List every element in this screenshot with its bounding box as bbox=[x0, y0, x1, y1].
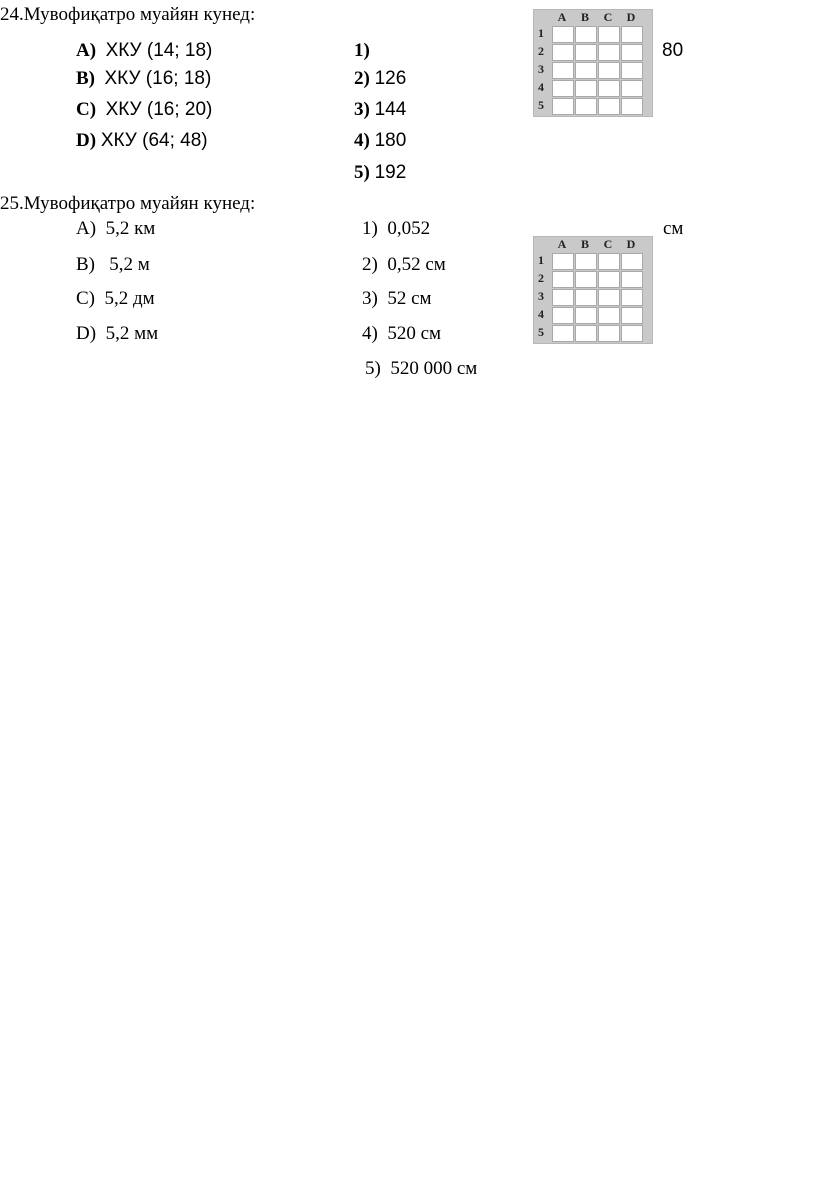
q24-option-a-text: ХКУ (14; 18) bbox=[105, 40, 213, 61]
q24-option-b-text: ХКУ (16; 18) bbox=[104, 68, 212, 89]
grid-col-c: C bbox=[603, 237, 613, 251]
grid-cell[interactable] bbox=[598, 307, 620, 324]
q24-answer-1 bbox=[354, 40, 370, 62]
q25-option-d-letter: D) bbox=[76, 323, 97, 344]
grid-cell[interactable] bbox=[552, 325, 574, 342]
q24-answer-2-num: 2) bbox=[354, 68, 370, 89]
grid-cell[interactable] bbox=[621, 253, 643, 270]
grid-cell[interactable] bbox=[575, 307, 597, 324]
q24-answer-3-text: 144 bbox=[374, 99, 407, 120]
q24-answer-2-text: 126 bbox=[374, 68, 407, 89]
q24-answer-4-text: 180 bbox=[374, 130, 407, 151]
grid-cell[interactable] bbox=[598, 271, 620, 288]
q24-answer-4 bbox=[354, 130, 406, 152]
grid-col-b: B bbox=[580, 237, 589, 251]
grid-row-2: 2 bbox=[538, 44, 544, 58]
grid-cell[interactable] bbox=[621, 80, 643, 97]
q25-answer-3 bbox=[362, 288, 432, 310]
grid-cell[interactable] bbox=[621, 271, 643, 288]
q25-answer-2 bbox=[362, 254, 446, 276]
grid-row-5: 5 bbox=[538, 98, 544, 112]
grid-cell[interactable] bbox=[598, 325, 620, 342]
grid-col-b: B bbox=[580, 10, 589, 24]
q25-option-a-text: 5,2 км bbox=[105, 218, 156, 239]
grid-cell[interactable] bbox=[621, 307, 643, 324]
q25-option-a bbox=[76, 218, 155, 240]
q25-answer-4 bbox=[362, 323, 441, 345]
grid-cell[interactable] bbox=[552, 289, 574, 306]
q24-answer-4-num: 4) bbox=[354, 130, 370, 151]
grid-row-5: 5 bbox=[538, 325, 544, 339]
q24-extra-value: 80 bbox=[662, 40, 684, 61]
grid-col-d: D bbox=[626, 10, 636, 24]
q24-answer-3 bbox=[354, 99, 406, 121]
q24-answer-5-num: 5) bbox=[354, 162, 370, 183]
grid-row-3: 3 bbox=[538, 62, 544, 76]
q25-answer-grid bbox=[533, 236, 653, 344]
q24-answer-5 bbox=[354, 162, 406, 184]
grid-cell[interactable] bbox=[598, 98, 620, 115]
grid-row-1: 1 bbox=[538, 26, 544, 40]
grid-cell[interactable] bbox=[575, 26, 597, 43]
grid-cell[interactable] bbox=[621, 98, 643, 115]
grid-cell[interactable] bbox=[552, 26, 574, 43]
grid-row-2: 2 bbox=[538, 271, 544, 285]
q25-answer-2-num: 2) bbox=[362, 254, 378, 275]
q25-option-d bbox=[76, 323, 158, 345]
q25-answer-1 bbox=[362, 218, 430, 240]
q24-answer-1-num: 1) bbox=[354, 40, 370, 61]
q24-option-b bbox=[76, 68, 211, 90]
grid-row-4: 4 bbox=[538, 80, 544, 94]
grid-col-a: A bbox=[557, 237, 567, 251]
q25-answer-1-text: 0,052 bbox=[387, 218, 431, 239]
q25-answer-5-num: 5) bbox=[365, 358, 381, 379]
q24-option-d-letter: D) bbox=[76, 130, 97, 151]
grid-row-3: 3 bbox=[538, 289, 544, 303]
grid-cell[interactable] bbox=[552, 253, 574, 270]
grid-col-a: A bbox=[557, 10, 567, 24]
q24-answer-3-num: 3) bbox=[354, 99, 370, 120]
grid-cell[interactable] bbox=[598, 289, 620, 306]
grid-cell[interactable] bbox=[575, 62, 597, 79]
grid-cell[interactable] bbox=[621, 289, 643, 306]
q24-answer-grid bbox=[533, 9, 653, 117]
q25-option-c-text: 5,2 дм bbox=[104, 288, 155, 309]
grid-cell[interactable] bbox=[621, 325, 643, 342]
q25-answer-2-text: 0,52 см bbox=[387, 254, 446, 275]
grid-cell[interactable] bbox=[621, 44, 643, 61]
grid-cell[interactable] bbox=[598, 80, 620, 97]
q24-option-c bbox=[76, 99, 212, 121]
q25-option-b bbox=[76, 254, 150, 276]
grid-row-4: 4 bbox=[538, 307, 544, 321]
q25-option-d-text: 5,2 мм bbox=[105, 323, 159, 344]
grid-cell[interactable] bbox=[552, 307, 574, 324]
q24-answer-2 bbox=[354, 68, 406, 90]
grid-cell[interactable] bbox=[552, 80, 574, 97]
grid-cell[interactable] bbox=[575, 44, 597, 61]
q25-extra-unit: см bbox=[663, 218, 684, 239]
grid-cell[interactable] bbox=[598, 26, 620, 43]
q24-option-a-letter: A) bbox=[76, 40, 97, 61]
grid-col-c: C bbox=[603, 10, 613, 24]
grid-cell[interactable] bbox=[575, 98, 597, 115]
grid-cell[interactable] bbox=[552, 44, 574, 61]
grid-col-d: D bbox=[626, 237, 636, 251]
q24-answer-5-text: 192 bbox=[374, 162, 407, 183]
grid-cell[interactable] bbox=[552, 62, 574, 79]
q25-option-a-letter: A) bbox=[76, 218, 97, 239]
q24-option-b-letter: B) bbox=[76, 68, 95, 89]
q24-option-d-text: ХКУ (64; 48) bbox=[100, 130, 208, 151]
q24-title: 24.Мувофиқатро муайян кунед: bbox=[0, 4, 256, 25]
grid-cell[interactable] bbox=[552, 98, 574, 115]
q25-option-b-letter: B) bbox=[76, 254, 95, 275]
grid-cell[interactable] bbox=[598, 44, 620, 61]
q25-title: 25.Мувофиқатро муайян кунед: bbox=[0, 193, 256, 214]
q25-option-b-text: 5,2 м bbox=[109, 254, 150, 275]
q25-option-c-letter: C) bbox=[76, 288, 95, 309]
q24-option-c-text: ХКУ (16; 20) bbox=[105, 99, 213, 120]
grid-cell[interactable] bbox=[575, 289, 597, 306]
q24-option-d bbox=[76, 130, 208, 152]
grid-cell[interactable] bbox=[598, 253, 620, 270]
q24-option-a bbox=[76, 40, 212, 62]
q25-answer-4-num: 4) bbox=[362, 323, 378, 344]
grid-cell[interactable] bbox=[598, 62, 620, 79]
grid-cell[interactable] bbox=[575, 253, 597, 270]
q25-answer-5 bbox=[365, 358, 477, 380]
q25-answer-3-text: 52 см bbox=[387, 288, 432, 309]
grid-cell[interactable] bbox=[575, 80, 597, 97]
q25-answer-5-text: 520 000 см bbox=[390, 358, 478, 379]
grid-cell[interactable] bbox=[621, 62, 643, 79]
grid-cell[interactable] bbox=[552, 271, 574, 288]
q25-answer-1-num: 1) bbox=[362, 218, 378, 239]
q25-answer-3-num: 3) bbox=[362, 288, 378, 309]
grid-cell[interactable] bbox=[621, 26, 643, 43]
grid-cell[interactable] bbox=[575, 271, 597, 288]
grid-row-1: 1 bbox=[538, 253, 544, 267]
q25-option-c bbox=[76, 288, 155, 310]
q24-option-c-letter: C) bbox=[76, 99, 97, 120]
q25-answer-4-text: 520 см bbox=[387, 323, 442, 344]
grid-cell[interactable] bbox=[575, 325, 597, 342]
